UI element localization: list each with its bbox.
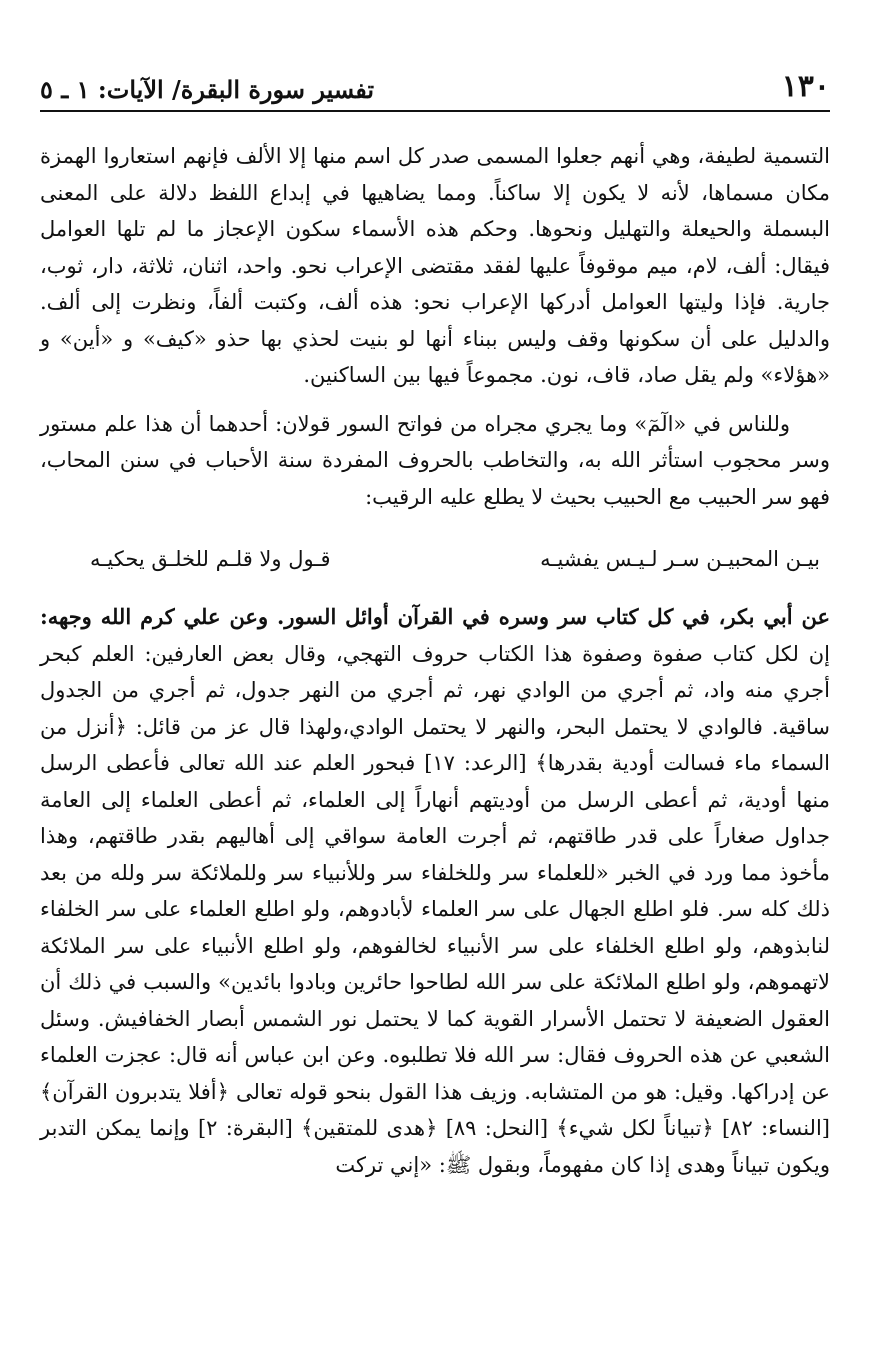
- paragraph-letters-naming: التسمية لطيفة، وهي أنهم جعلوا المسمى صدر كل اسم منها إلا الألف فإنهم استعاروا الهمزة مكان مسماها، لأنه لا يكون إلا ساكناً. ومما يضاهيها في إبداع اللفظ دلالة على المعنى البسملة والحيعلة والتهليل ونحوها. وحكم هذه الأسماء سكون الإعجاز ما لم تلها العوامل فيقال: ألف، لام، ميم موقوفاً عليها لفقد مقتضى الإعراب نحو. واحد، اثنان، ثلاثة، دار، ثوب، جارية. فإذا وليتها العوامل أدركها الإعراب نحو: هذه ألف، وكتبت ألفاً، ونظرت إلى ألف. والدليل على أن سكونها وقف وليس ببناء أنها لو بنيت لحذي بها حذو «كيف» و «أين» و «هؤلاء» ولم يقل صاد، قاف، نون. مجموعاً فيها بين الساكنين.: [40, 144, 830, 387]
- poetry-verse: [90, 541, 820, 577]
- page-header: [40, 60, 830, 112]
- paragraph-opening-letters: وللناس في «الٓمٓ» وما يجري مجراه من فواتح السور قولان: أحدهما أن هذا علم مستور وسر محجوب استأثر الله به، والتخاطب بالحروف المفردة سنة الأحباب في سنن المحاب، فهو سر الحبيب مع الحبيب بحيث لا يطلع عليه الرقيب:: [40, 411, 830, 509]
- paragraph-body: إن لكل كتاب صفوة وصفوة هذا الكتاب حروف التهجي، وقال بعض العارفين: العلم كبحر أجري منه واد، ثم أجري من الوادي نهر، ثم أجري من النهر جدول، ثم أجري من الجدول ساقية. فالوادي لا يحتمل البحر، والنهر لا يحتمل الوادي،ولهذا قال عز من قائل: ﴿أنزل من السماء ماء فسالت أودية بقدرها﴾ [الرعد: ١٧] فبحور العلم عند الله تعالى فأعطى الرسل منها أودية، ثم أعطى الرسل من أوديتهم أنهاراً إلى العلماء، ثم أعطى العلماء إلى العامة جداول صغاراً على قدر طاقتهم، ثم أجرت العامة سواقي إلى أهاليهم بقدر طاقتهم، وهذا مأخوذ مما ورد في الخبر «للعلماء سر وللخلفاء سر وللأنبياء سر وللملائكة سر ولله من بعد ذلك كله سر. فلو اطلع الجهال على سر العلماء لأبادوهم، ولو اطلع العلماء على سر الخلفاء لنابذوهم، ولو اطلع الخلفاء على سر الأنبياء لخالفوهم، ولو اطلع الأنبياء على سر الملائكة لاتهموهم، ولو اطلع الملائكة على سر الله لطاحوا حائرين وبادوا بائدين» والسبب في ذلك أن العقول الضعيفة لا تحتمل الأسرار القوية كما لا يحتمل نور الشمس أبصار الخفافيش. وسئل الشعبي عن هذه الحروف فقال: سر الله فلا تطلبوه. وعن ابن عباس أنه قال: عجزت العلماء عن إدراكها. وقيل: هو من المتشابه. وزيف هذا القول بنحو قوله تعالى ﴿أفلا يتدبرون القرآن﴾ [النساء: ٨٢] ﴿تبياناً لكل شيء﴾ [النحل: ٨٩] ﴿هدى للمتقين﴾ [البقرة: ٢] وإنما يمكن التدبر ويكون تبياناً وهدى إذا كان مفهوماً، وبقول ﷺ: «إني تركت: [40, 641, 830, 1177]
- verse-first-hemistich: بيـن المحبيـن سـر لـيـس يفشيـه: [540, 547, 820, 571]
- page: [40, 60, 830, 1183]
- verse-second-hemistich: قـول ولا قلـم للخلـق يحكيـه: [90, 547, 331, 571]
- paragraph-secrets-of-letters: [40, 599, 830, 1183]
- page-number: ١٣٠: [781, 69, 830, 104]
- paragraph-lead-bold: عن أبي بكر، في كل كتاب سر وسره في القرآن أوائل السور. وعن علي كرم الله وجهه:: [40, 604, 830, 629]
- running-title: تفسير سورة البقرة/ الآيات: ١ ـ ٥: [40, 75, 375, 104]
